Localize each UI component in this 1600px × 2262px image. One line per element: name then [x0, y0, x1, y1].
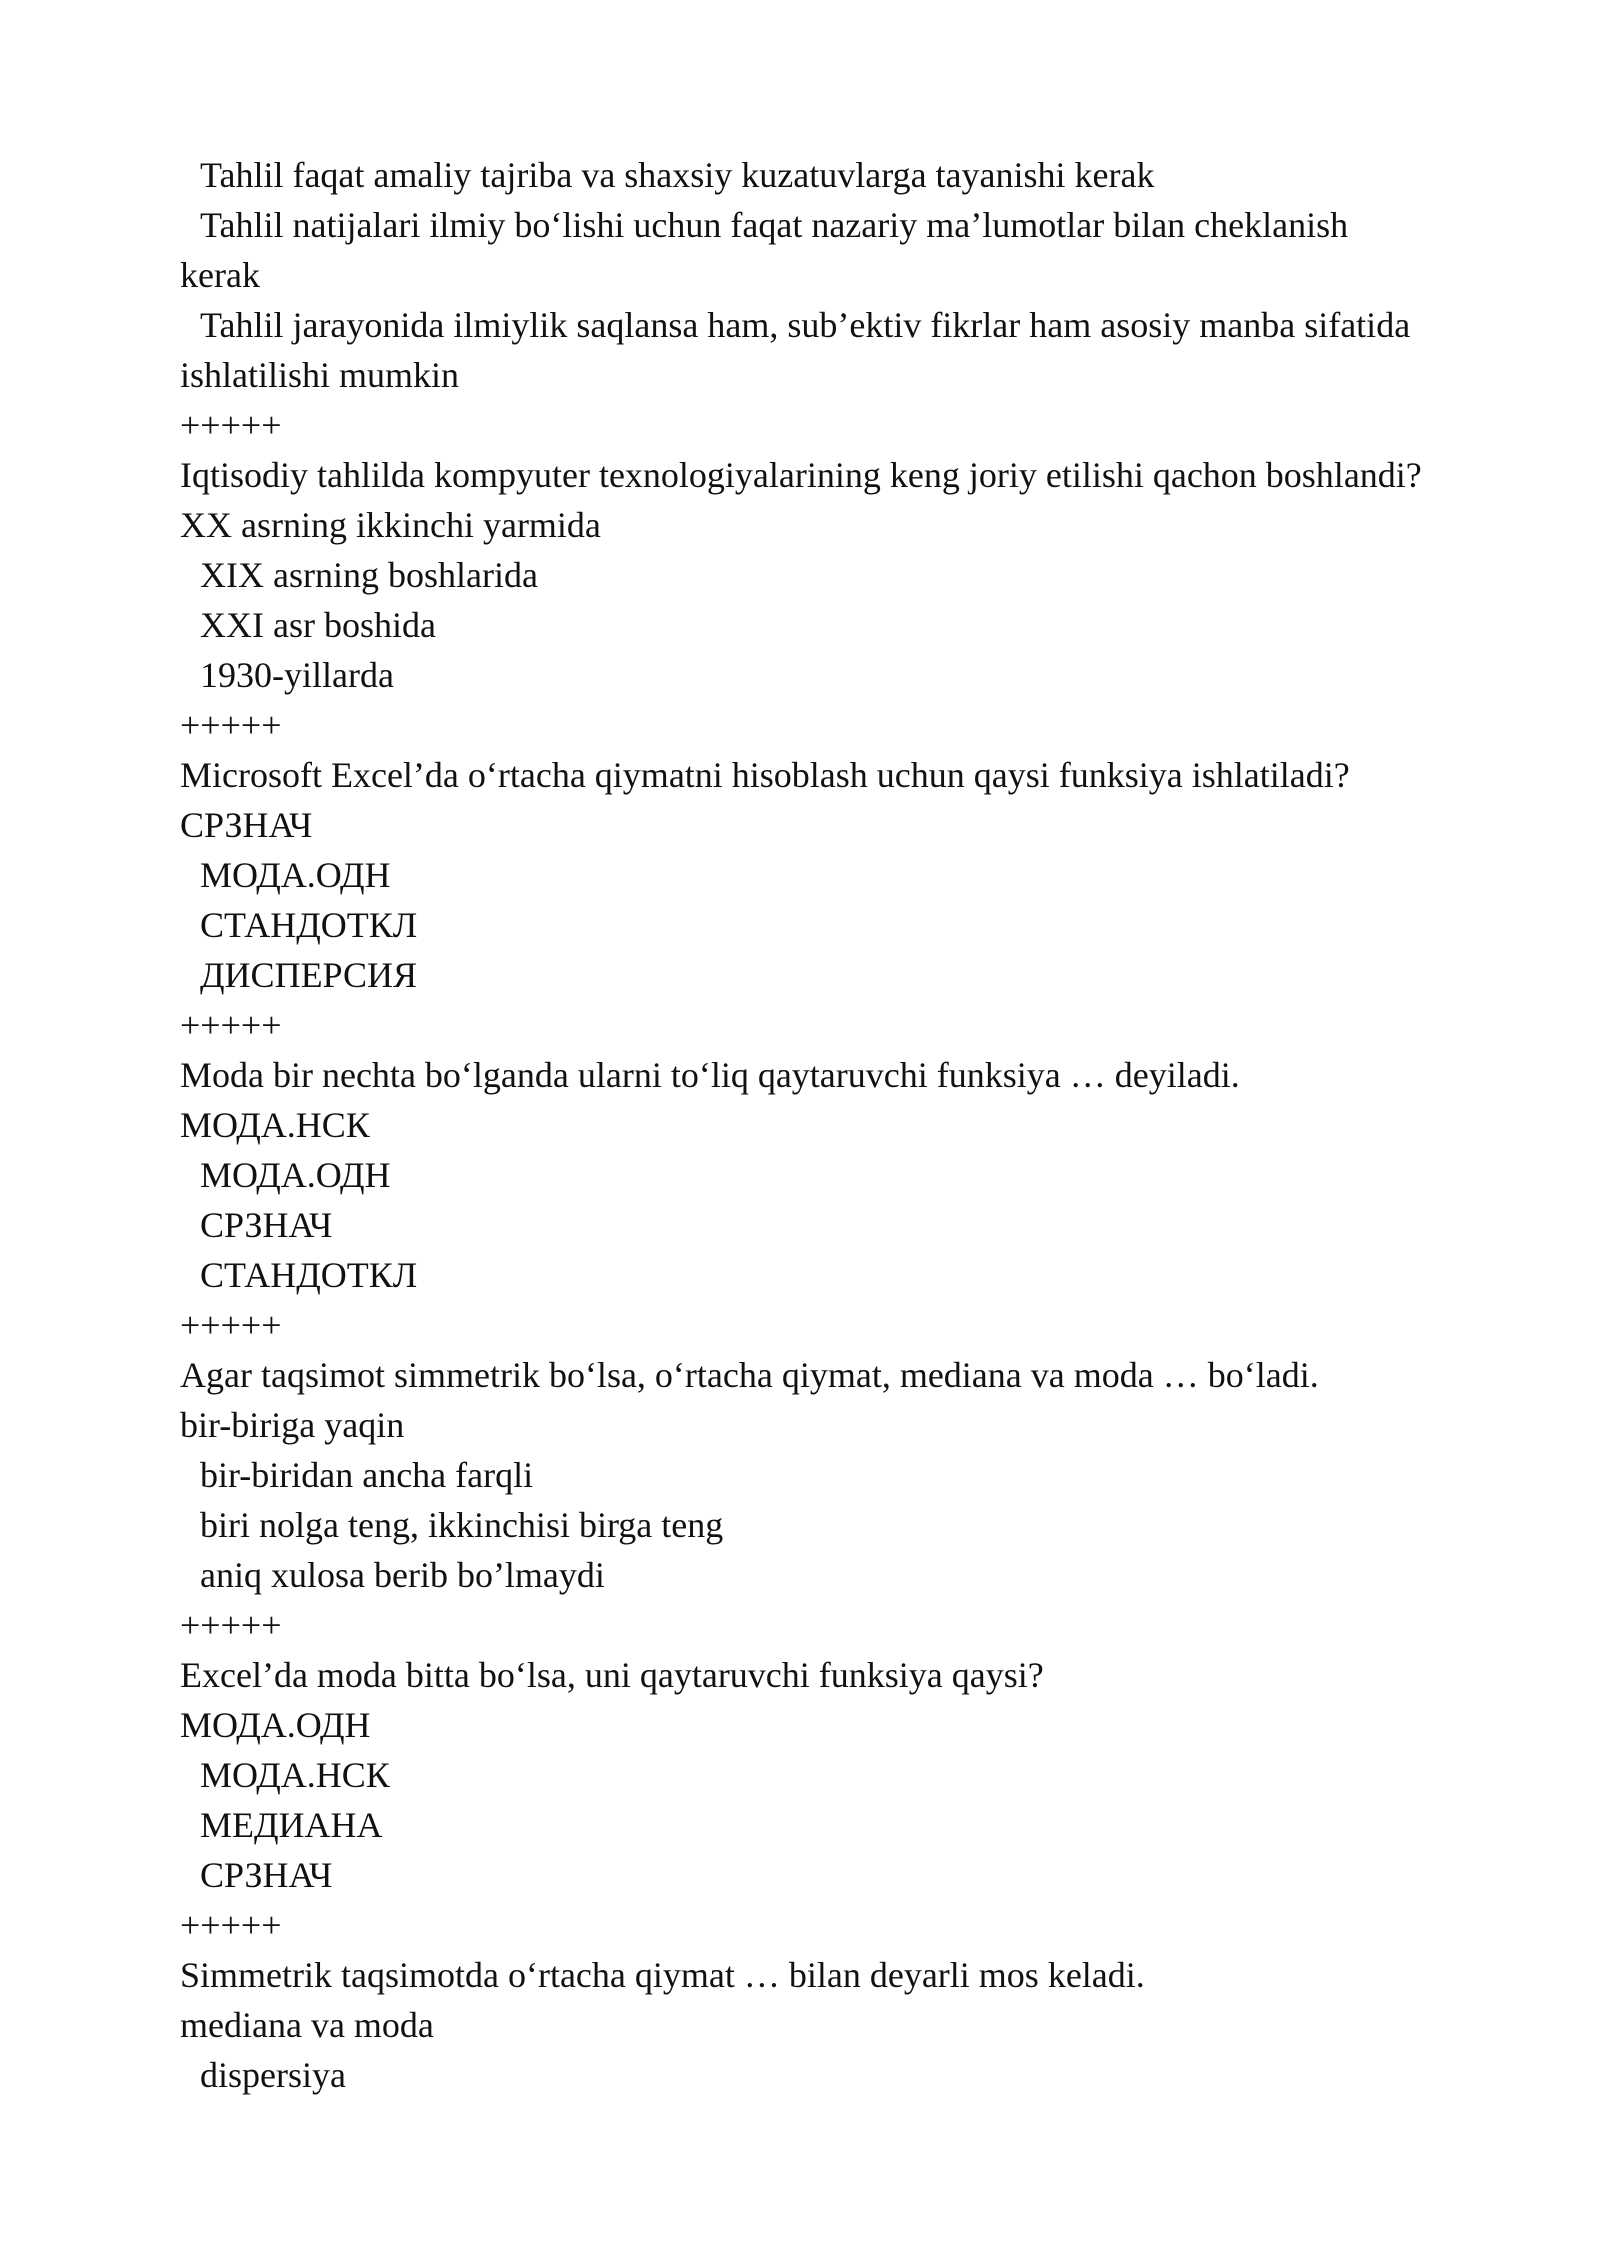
option-line: МОДА.ОДН — [200, 1155, 391, 1195]
option-line: МОДА.ОДН — [200, 855, 391, 895]
question-text: Excel’da moda bitta bo‘lsa, uni qaytaruvchi funksiya qaysi? — [180, 1655, 1044, 1695]
option-line: dispersiya — [200, 2055, 346, 2095]
correct-answer: МОДА.ОДН — [180, 1705, 371, 1745]
option-line: МОДА.НСК — [200, 1755, 390, 1795]
option-line-continuation: kerak — [180, 255, 260, 295]
document-page — [180, 150, 1490, 2100]
question-separator: +++++ — [180, 705, 282, 745]
correct-answer: XX asrning ikkinchi yarmida — [180, 505, 601, 545]
correct-answer: mediana va moda — [180, 2005, 434, 2045]
option-line: Tahlil natijalari ilmiy bo‘lishi uchun faqat nazariy ma’lumotlar bilan cheklanish — [200, 205, 1349, 245]
question-text: Moda bir nechta bo‘lganda ularni to‘liq qaytaruvchi funksiya … deyiladi. — [180, 1055, 1240, 1095]
option-line: ДИСПЕРСИЯ — [200, 955, 418, 995]
option-line: biri nolga teng, ikkinchisi birga teng — [200, 1505, 724, 1545]
option-line: XXI asr boshida — [200, 605, 436, 645]
option-line: Tahlil jarayonida ilmiylik saqlansa ham, sub’ektiv fikrlar ham asosiy manba sifatida — [200, 305, 1411, 345]
question-separator: +++++ — [180, 1305, 282, 1345]
option-line: Tahlil faqat amaliy tajriba va shaxsiy kuzatuvlarga tayanishi kerak — [200, 155, 1155, 195]
question-text: Agar taqsimot simmetrik bo‘lsa, o‘rtacha qiymat, mediana va moda … bo‘ladi. — [180, 1355, 1319, 1395]
question-text: Microsoft Excel’da o‘rtacha qiymatni hisoblash uchun qaysi funksiya ishlatiladi? — [180, 755, 1350, 795]
question-separator: +++++ — [180, 1005, 282, 1045]
correct-answer: МОДА.НСК — [180, 1105, 370, 1145]
option-line-continuation: ishlatilishi mumkin — [180, 355, 460, 395]
option-line: СРЗНАЧ — [200, 1855, 333, 1895]
option-line: bir-biridan ancha farqli — [200, 1455, 534, 1495]
question-separator: +++++ — [180, 1605, 282, 1645]
question-separator: +++++ — [180, 1905, 282, 1945]
option-line: XIX asrning boshlarida — [200, 555, 538, 595]
correct-answer: СРЗНАЧ — [180, 805, 313, 845]
option-line: МЕДИАНА — [200, 1805, 383, 1845]
option-line: СТАНДОТКЛ — [200, 905, 418, 945]
option-line: 1930-yillarda — [200, 655, 394, 695]
option-line: aniq xulosa berib bo’lmaydi — [200, 1555, 605, 1595]
question-text: Iqtisodiy tahlilda kompyuter texnologiyalarining keng joriy etilishi qachon boshlandi? — [180, 455, 1422, 495]
question-separator: +++++ — [180, 405, 282, 445]
option-line: СРЗНАЧ — [200, 1205, 333, 1245]
option-line: СТАНДОТКЛ — [200, 1255, 418, 1295]
question-text: Simmetrik taqsimotda o‘rtacha qiymat … bilan deyarli mos keladi. — [180, 1955, 1145, 1995]
correct-answer: bir-biriga yaqin — [180, 1405, 405, 1445]
